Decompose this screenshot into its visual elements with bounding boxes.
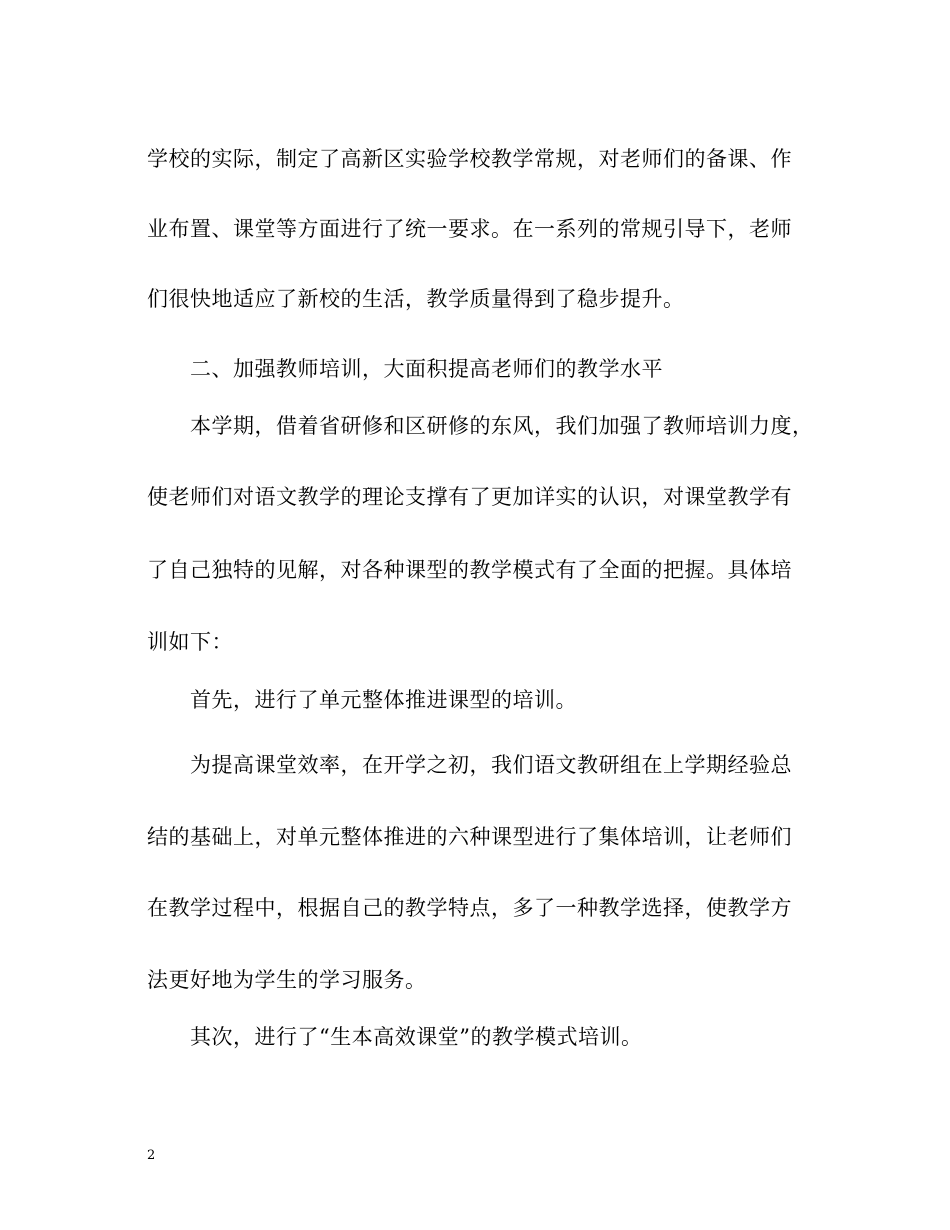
section-heading: 二、加强教师培训，大面积提高老师们的教学水平 <box>190 357 663 381</box>
text-line: 其次，进行了“生本高效课堂”的教学模式培训。 <box>190 1025 643 1049</box>
text-line: 学校的实际，制定了高新区实验学校教学常规，对老师们的备课、作 <box>147 147 792 171</box>
text-line: 结的基础上，对单元整体推进的六种课型进行了集体培训，让老师们 <box>147 825 792 849</box>
text-line: 业布置、课堂等方面进行了统一要求。在一系列的常规引导下，老师 <box>147 217 792 241</box>
text-line: 本学期，借着省研修和区研修的东风，我们加强了教师培训力度， <box>190 414 814 438</box>
text-line: 为提高课堂效率，在开学之初，我们语文教研组在上学期经验总 <box>190 753 792 777</box>
text-line: 首先，进行了单元整体推进课型的培训。 <box>190 688 577 712</box>
page-number: 2 <box>147 1148 156 1163</box>
text-line: 训如下： <box>147 630 233 654</box>
text-line: 法更好地为学生的学习服务。 <box>147 968 427 992</box>
text-line: 们很快地适应了新校的生活，教学质量得到了稳步提升。 <box>147 287 685 311</box>
text-line: 了自己独特的见解，对各种课型的教学模式有了全面的把握。具体培 <box>147 558 792 582</box>
text-line: 在教学过程中，根据自己的教学特点，多了一种教学选择，使教学方 <box>147 896 792 920</box>
text-line: 使老师们对语文教学的理论支撑有了更加详实的认识，对课堂教学有 <box>147 485 792 509</box>
